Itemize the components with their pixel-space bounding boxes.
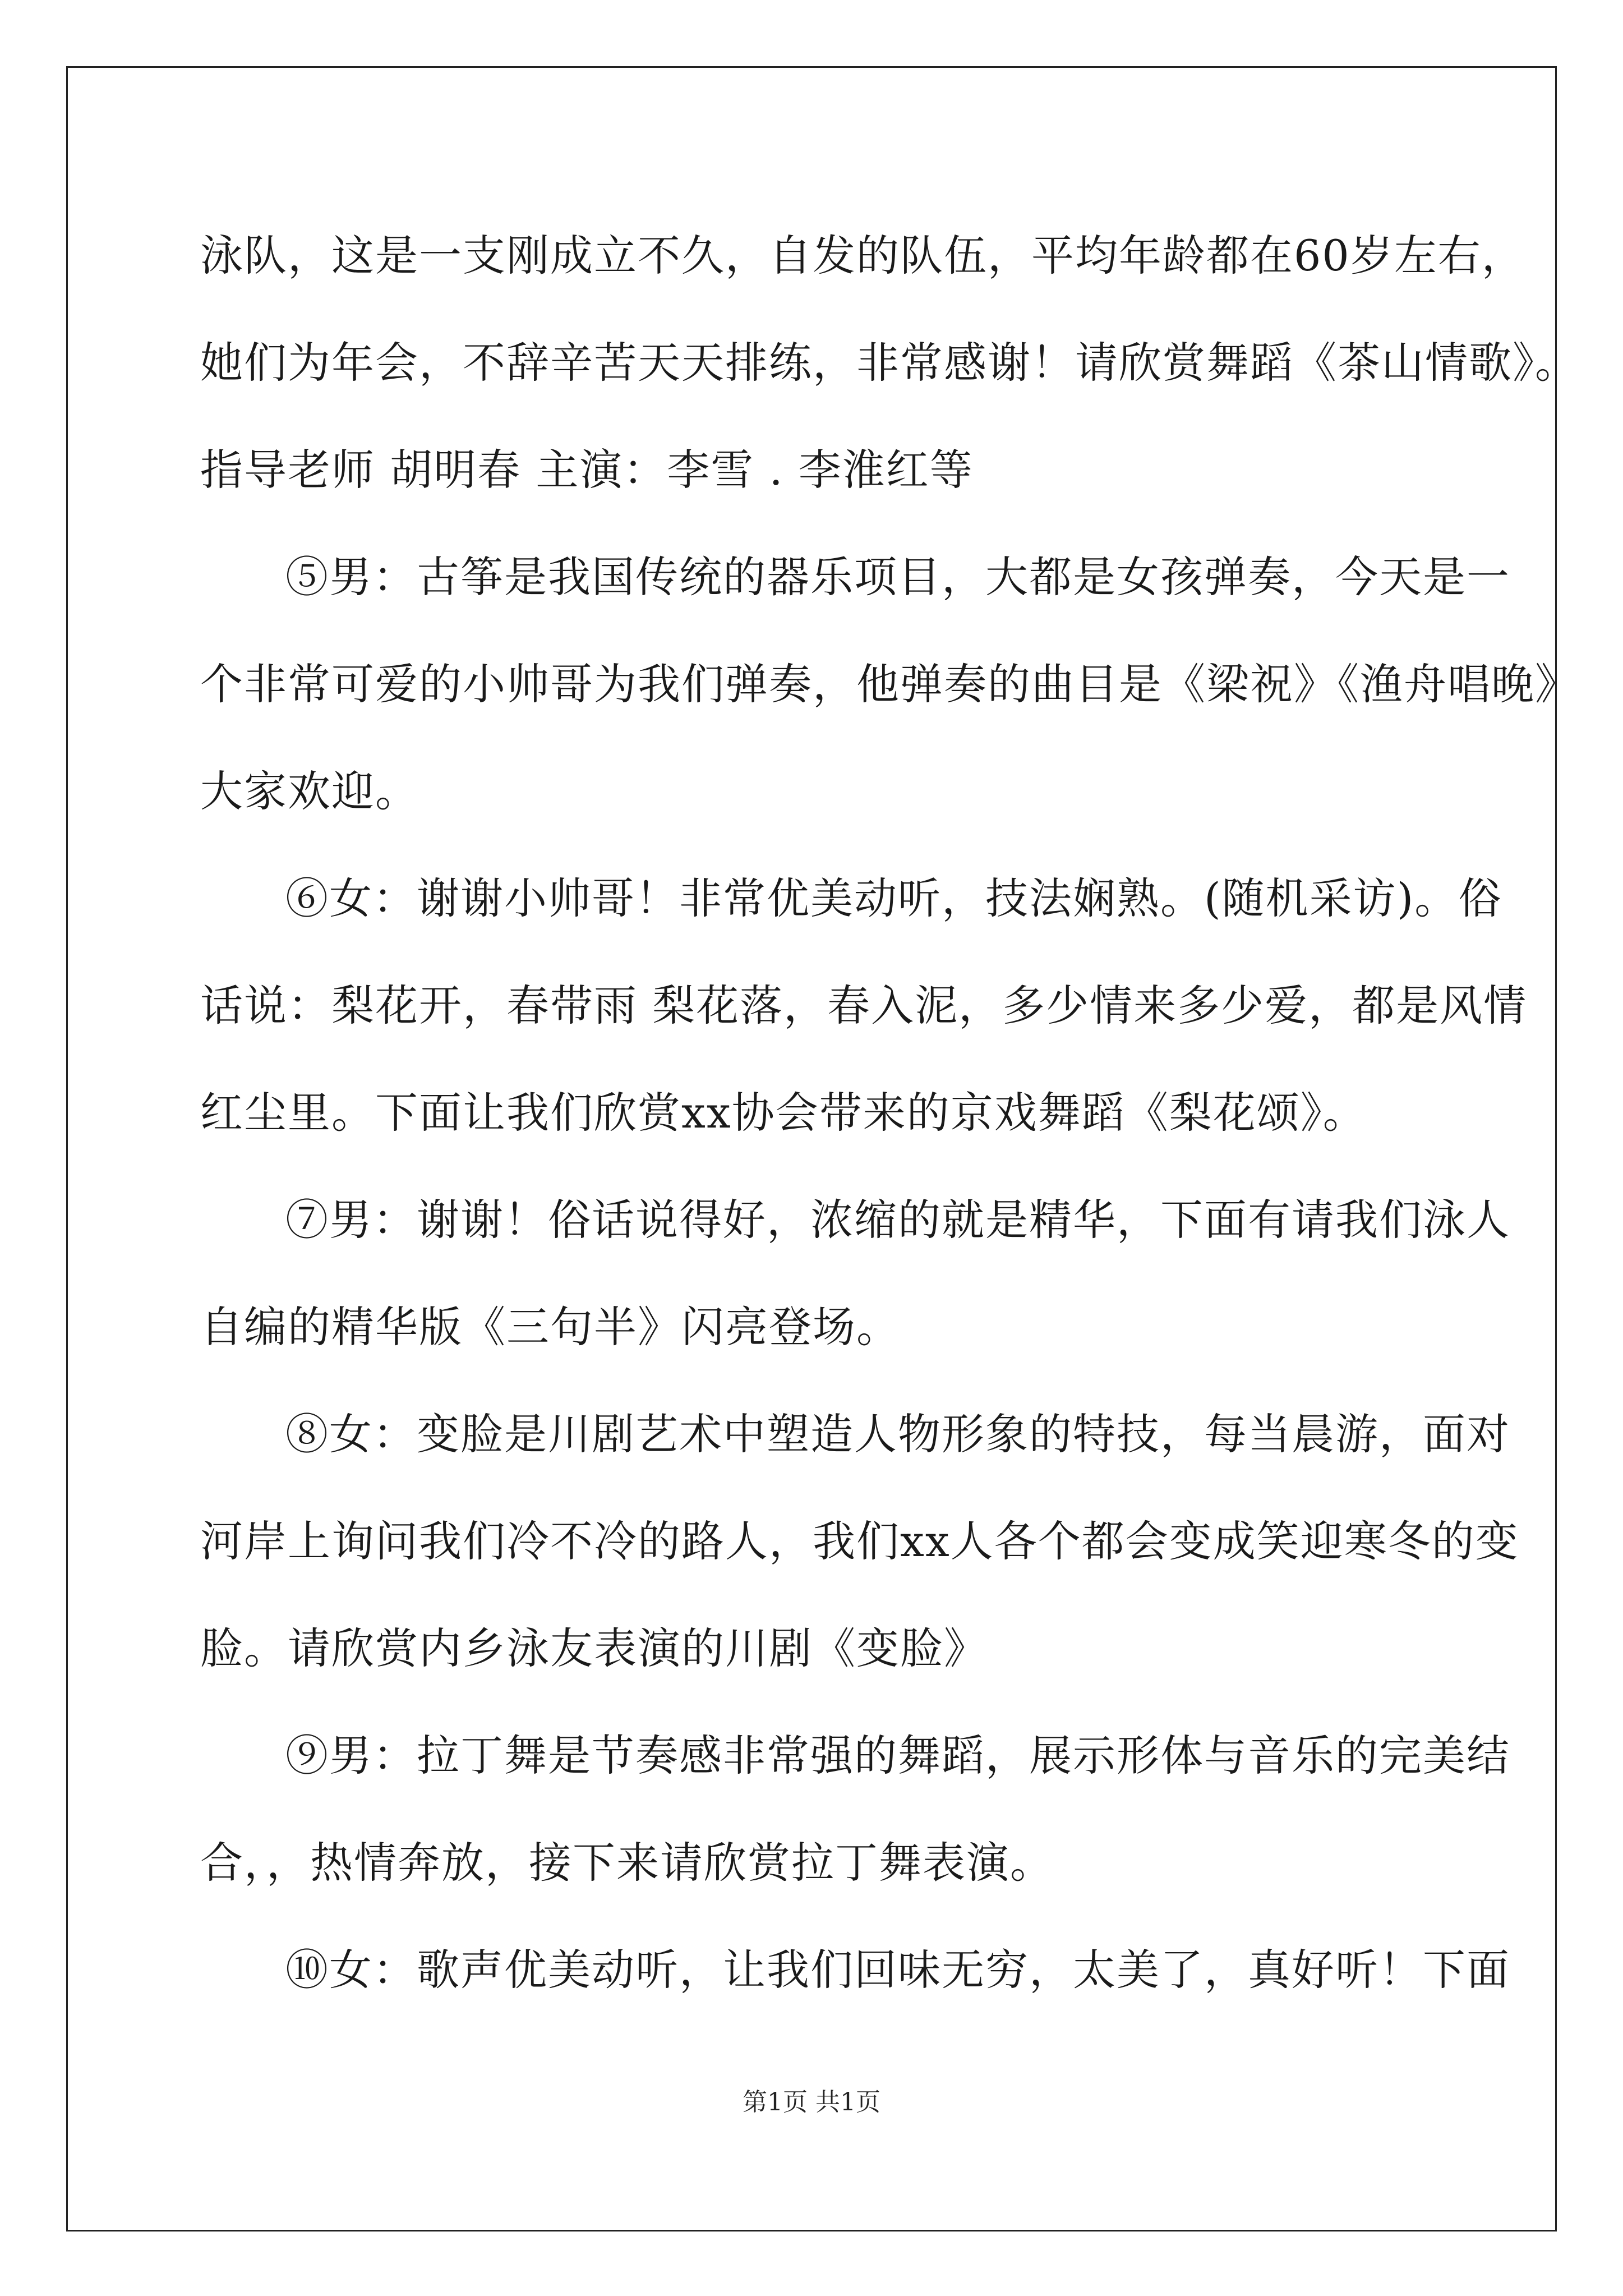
text-line: 大家欢迎。 bbox=[200, 766, 419, 816]
text-line: 指导老师 胡明春 主演：李雪 . 李淮红等 bbox=[200, 445, 974, 495]
text-line: ⑥女：谢谢小帅哥！非常优美动听，技法娴熟。(随机采访)。俗 bbox=[285, 873, 1502, 923]
text-line: 合，，热情奔放，接下来请欣赏拉丁舞表演。 bbox=[200, 1838, 1054, 1888]
text-line: ⑤男：古筝是我国传统的器乐项目，大都是女孩弹奏，今天是一 bbox=[285, 552, 1510, 602]
text-line: 个非常可爱的小帅哥为我们弹奏，他弹奏的曲目是《梁祝》《渔舟唱晚》 bbox=[200, 659, 1579, 709]
text-line: ⑦男：谢谢！俗话说得好，浓缩的就是精华，下面有请我们泳人 bbox=[285, 1195, 1510, 1245]
text-line: 脸。请欣赏内乡泳友表演的川剧《变脸》 bbox=[200, 1623, 988, 1673]
document-body bbox=[200, 202, 1579, 2023]
text-line: 红尘里。下面让我们欣赏xx协会带来的京戏舞蹈《梨花颂》。 bbox=[200, 1088, 1367, 1138]
text-line: 自编的精华版《三句半》闪亮登场。 bbox=[200, 1302, 900, 1352]
text-line: 她们为年会，不辞辛苦天天排练，非常感谢！请欣赏舞蹈《茶山情歌》。 bbox=[200, 338, 1579, 388]
text-line: 河岸上询问我们冷不冷的路人，我们xx人各个都会变成笑迎寒冬的变 bbox=[200, 1516, 1519, 1566]
page-number-footer: 第1页 共1页 bbox=[743, 2088, 880, 2116]
text-line: ⑨男：拉丁舞是节奏感非常强的舞蹈，展示形体与音乐的完美结 bbox=[285, 1731, 1510, 1780]
text-line: ⑧女：变脸是川剧艺术中塑造人物形象的特技，每当晨游，面对 bbox=[285, 1409, 1510, 1459]
text-line: 话说：梨花开，春带雨 梨花落，春入泥，多少情来多少爱，都是风情 bbox=[200, 981, 1528, 1030]
text-line: ⑩女：歌声优美动听，让我们回味无穷，太美了，真好听！下面 bbox=[285, 1945, 1510, 1995]
text-line: 泳队，这是一支刚成立不久，自发的队伍，平均年龄都在60岁左右， bbox=[200, 231, 1525, 280]
